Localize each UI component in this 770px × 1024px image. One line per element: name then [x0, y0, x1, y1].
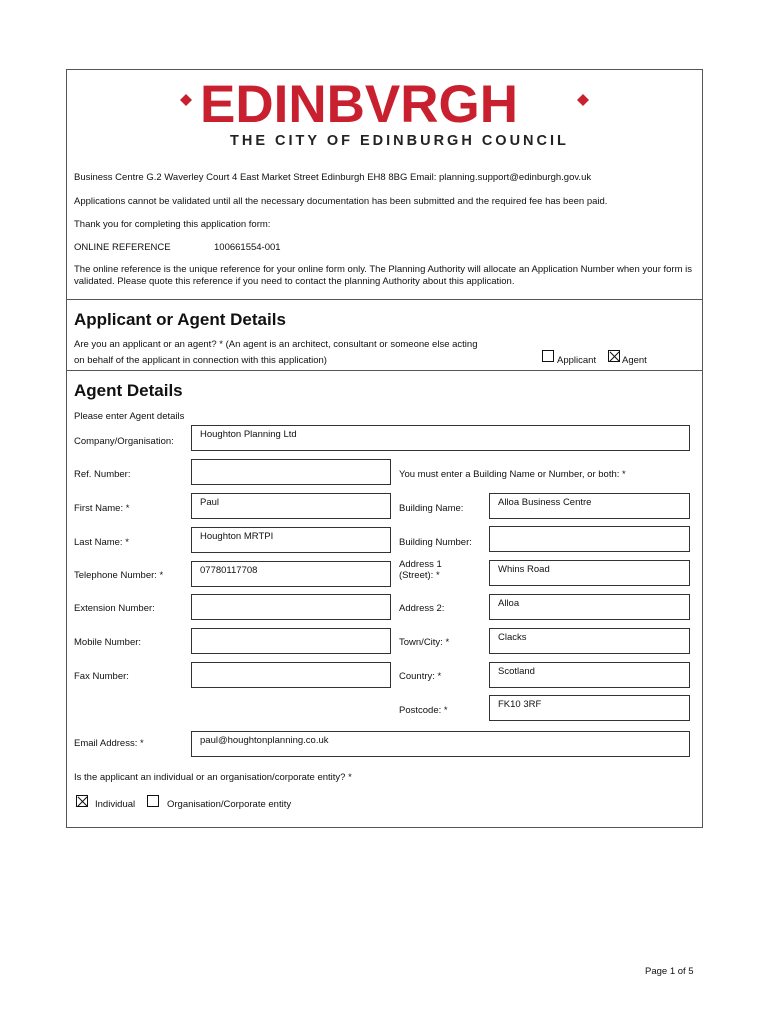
building-name-label: Building Name: — [399, 503, 464, 514]
address2-label: Address 2: — [399, 603, 445, 614]
council-name: THE CITY OF EDINBURGH COUNCIL — [230, 133, 569, 149]
last-name-label: Last Name: * — [74, 537, 129, 548]
extension-field[interactable] — [191, 594, 391, 620]
address1-field[interactable]: Whins Road — [489, 560, 690, 586]
individual-option-label: Individual — [95, 799, 136, 810]
reference-note: The online reference is the unique reference for your online form only. The Planning Authority will allocate an Application Number when your form is validated. Please quote this reference if you need to contact the planning Authority about this application. — [74, 264, 693, 287]
diamond-left-icon — [180, 94, 192, 106]
country-field[interactable]: Scotland — [489, 662, 690, 688]
building-name-field[interactable]: Alloa Business Centre — [489, 493, 690, 519]
building-number-label: Building Number: — [399, 537, 472, 548]
applicant-checkbox[interactable] — [542, 350, 554, 362]
applicant-option-label: Applicant — [557, 355, 597, 366]
address1-label-line2: (Street): * — [399, 570, 440, 581]
online-reference-label: ONLINE REFERENCE — [74, 242, 171, 253]
logo: EDINBVRGH — [200, 75, 519, 134]
company-field[interactable]: Houghton Planning Ltd — [191, 425, 690, 451]
company-label: Company/Organisation: — [74, 436, 174, 447]
agent-intro: Please enter Agent details — [74, 411, 185, 422]
council-address: Business Centre G.2 Waverley Court 4 East Market Street Edinburgh EH8 8BG Email: planning.support@edinburgh.gov.uk — [74, 172, 592, 183]
postcode-label: Postcode: * — [399, 705, 448, 716]
fax-field[interactable] — [191, 662, 391, 688]
town-field[interactable]: Clacks — [489, 628, 690, 654]
extension-label: Extension Number: — [74, 603, 155, 614]
address1-label-line1: Address 1 — [399, 559, 442, 570]
building-note: You must enter a Building Name or Number, or both: * — [399, 469, 626, 480]
first-name-field[interactable]: Paul — [191, 493, 391, 519]
mobile-label: Mobile Number: — [74, 637, 142, 648]
first-name-label: First Name: * — [74, 503, 130, 514]
entity-question: Is the applicant an individual or an organisation/corporate entity? * — [74, 772, 352, 783]
telephone-field[interactable]: 07780117708 — [191, 561, 391, 587]
individual-checkbox[interactable] — [76, 795, 88, 807]
agent-section-title: Agent Details — [74, 381, 183, 400]
fax-label: Fax Number: — [74, 671, 129, 682]
agent-option-label: Agent — [622, 355, 647, 366]
email-field[interactable]: paul@houghtonplanning.co.uk — [191, 731, 690, 757]
last-name-field[interactable]: Houghton MRTPI — [191, 527, 391, 553]
online-reference-value: 100661554-001 — [214, 242, 281, 253]
applicant-question-line1: Are you an applicant or an agent? * (An agent is an architect, consultant or someone else acting — [74, 339, 478, 350]
telephone-label: Telephone Number: * — [74, 570, 164, 581]
agent-checkbox[interactable] — [608, 350, 620, 362]
applicant-question-line2: on behalf of the applicant in connection with this application) — [74, 355, 327, 366]
organisation-option-label: Organisation/Corporate entity — [167, 799, 292, 810]
town-label: Town/City: * — [399, 637, 450, 648]
validation-note: Applications cannot be validated until all the necessary documentation has been submitted and the required fee has been paid. — [74, 196, 608, 207]
country-label: Country: * — [399, 671, 442, 682]
postcode-field[interactable]: FK10 3RF — [489, 695, 690, 721]
diamond-right-icon — [577, 94, 589, 106]
applicant-section-title: Applicant or Agent Details — [74, 310, 286, 329]
thanks-text: Thank you for completing this application form: — [74, 219, 271, 230]
mobile-field[interactable] — [191, 628, 391, 654]
building-number-field[interactable] — [489, 526, 690, 552]
ref-number-field[interactable] — [191, 459, 391, 485]
ref-number-label: Ref. Number: — [74, 469, 131, 480]
email-label: Email Address: * — [74, 738, 144, 749]
organisation-checkbox[interactable] — [147, 795, 159, 807]
address2-field[interactable]: Alloa — [489, 594, 690, 620]
page-number: Page 1 of 5 — [645, 966, 694, 977]
